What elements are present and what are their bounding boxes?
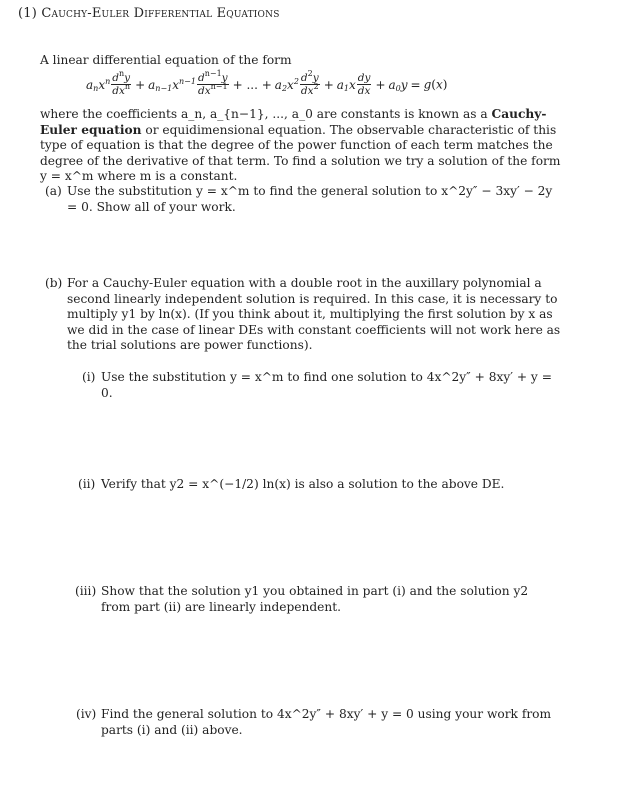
part-b-text: For a Cauchy-Euler equation with a double root in the auxillary polynomial a second linearly independent solution is required. In this case, it is necessary to multiply y1 by ln(x). (If you think about it, multiplying the first solution by x as we did in the case of linear DEs with constant coefficients will not work here as the trial solutions are power functions). (67, 276, 561, 353)
sub-iii-text: Show that the solution y1 you obtained in part (i) and the solution y2 from part (ii) are linearly independent. (101, 584, 529, 614)
section-title: Cauchy-Euler Differential Equations (41, 6, 280, 21)
cauchy-euler-equation: $a_nx^n$ $\frac{d^ny}{dx^n}$ + $a_{n-1}x^{n-1}$ $\frac{d^{n-1}y}{dx^{n-1}}$ + ... + $a_2x^2$ $\frac{d^2y}{dx^2}$ + $a_1x$ $\frac{dy}{dx}$ + $a_0y = g(x)$ (86, 69, 448, 97)
part-a-label: (a) (45, 184, 62, 198)
sub-iv-text: Find the general solution to 4x^2y″ + 8xy′ + y = 0 using your work from parts (i) and (ii) above. (101, 707, 552, 737)
intro-paragraph (40, 107, 570, 185)
sub-i-label: (i) (82, 370, 96, 384)
intro-text-after: or equidimensional equation. The observable characteristic of this type of equation is that the degree of the power function of each term matches the degree of the derivative of that term. To find a solution we try a solution of the form y = x^m where m is a constant. (40, 122, 561, 184)
intro-lead: A linear differential equation of the form (40, 53, 292, 67)
sub-ii-label: (ii) (78, 477, 96, 491)
sub-iii-label: (iii) (75, 584, 97, 598)
intro-text-before: where the coefficients a_n, a_{n−1}, ..., a_0 are constants is known as a (40, 107, 488, 121)
section-number: (1) (18, 6, 38, 21)
sub-iv-label: (iv) (76, 707, 97, 721)
part-a-text: Use the substitution y = x^m to find the general solution to x^2y″ − 3xy′ − 2y = 0. Show all of your work. (67, 184, 553, 214)
sub-ii-text: Verify that y2 = x^(−1/2) ln(x) is also a solution to the above DE. (101, 477, 505, 491)
sub-i-text: Use the substitution y = x^m to find one solution to 4x^2y″ + 8xy′ + y = 0. (101, 370, 552, 400)
cauchy-euler-term: Cauchy-Euler equation (40, 107, 547, 137)
section-heading (18, 6, 280, 21)
part-b-label: (b) (45, 276, 63, 290)
